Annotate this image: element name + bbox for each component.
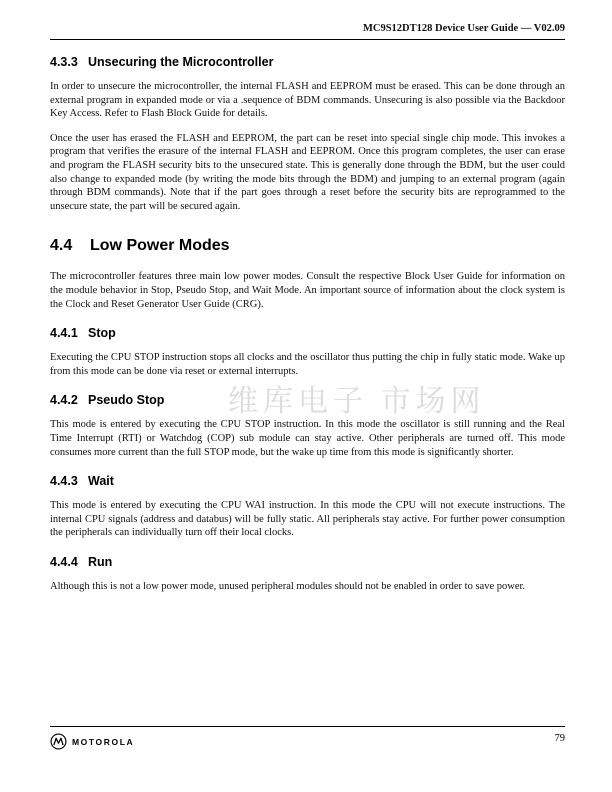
section-number: 4.4.4 xyxy=(50,554,78,569)
section-title: Unsecuring the Microcontroller xyxy=(88,55,274,69)
motorola-logo-icon xyxy=(50,733,67,750)
section-title: Pseudo Stop xyxy=(88,393,165,408)
paragraph-pseudo-stop-1: This mode is entered by executing the CPU STOP instruction. In this mode the oscillator is still running and the Real Time Interrupt (RTI) or Watchdog (COP) sub module can stay active. Other peripherals are turned off. This mode consumes more current than the full STOP mode, but the wake up time from this mode is significantly shorter. xyxy=(50,419,565,458)
section-heading-pseudo-stop xyxy=(50,393,565,407)
section-number: 4.4.2 xyxy=(50,393,78,408)
paragraph-unsecuring-1: In order to unsecure the microcontroller, the internal FLASH and EEPROM must be erased. This can be done through an external program in expanded mode or via a .sequence of BDM commands. Unsecuring is also possible via the Backdoor Key Access. Refer to Flash Block Guide for details. xyxy=(50,81,565,120)
section-heading-unsecuring xyxy=(50,55,565,69)
footer-rule xyxy=(50,726,565,727)
section-number: 4.3.3 xyxy=(50,55,78,69)
brand-text: MOTOROLA xyxy=(72,736,135,747)
section-title: Stop xyxy=(88,326,116,341)
page-footer xyxy=(50,726,565,750)
header-title: MC9S12DT128 Device User Guide — V02.09 xyxy=(362,23,565,34)
paragraph-low-power-1: The microcontroller features three main low power modes. Consult the respective Block User Guide for information on the module behavior in Stop, Pseudo Stop, and Wait Mode. An important source of information about the clock system is the Clock and Reset Generator User Guide (CRG). xyxy=(50,271,565,310)
section-heading-wait xyxy=(50,474,565,488)
footer-row xyxy=(50,733,565,750)
page-content xyxy=(50,55,565,593)
section-number: 4.4 xyxy=(50,237,73,255)
page-number: 79 xyxy=(554,733,565,744)
section-heading-stop xyxy=(50,326,565,340)
section-number: 4.4.1 xyxy=(50,326,78,341)
paragraph-wait-1: This mode is entered by executing the CPU WAI instruction. In this mode the CPU will not execute instructions. The internal CPU signals (address and databus) will be fully static. All peripherals stay active. For further power consumption the peripherals can individually turn off their local clocks. xyxy=(50,500,565,539)
brand-block xyxy=(50,733,134,750)
watermark-text: 维库电子 市场网 xyxy=(228,385,486,418)
section-heading-low-power xyxy=(50,237,565,255)
paragraph-run-1: Although this is not a low power mode, unused peripheral modules should not be enabled in order to save power. xyxy=(50,580,526,592)
section-heading-run xyxy=(50,555,565,569)
section-number: 4.4.3 xyxy=(50,474,78,489)
paragraph-unsecuring-2: Once the user has erased the FLASH and EEPROM, the part can be reset into special single chip mode. This invokes a program that verifies the erasure of the internal FLASH and EEPROM. Once this program completes, the user can erase and program the FLASH security bits to the unsecured state. This is generally done through the BDM, but the user could also change to expanded mode (by writing the mode bits through the BDM) and jumping to an external program (again through BDM commands). Note that if the part goes through a reset before the security bits are reprogrammed to the unsecure state, the part will be secured again. xyxy=(50,132,565,212)
header-rule xyxy=(50,39,565,40)
page-header xyxy=(50,22,565,40)
section-title: Low Power Modes xyxy=(90,237,230,255)
paragraph-stop-1: Executing the CPU STOP instruction stops all clocks and the oscillator thus putting the chip in fully static mode. Wake up from this mode can be done via reset or external interrupts. xyxy=(50,352,565,377)
section-title: Wait xyxy=(88,474,114,489)
section-title: Run xyxy=(88,554,113,569)
